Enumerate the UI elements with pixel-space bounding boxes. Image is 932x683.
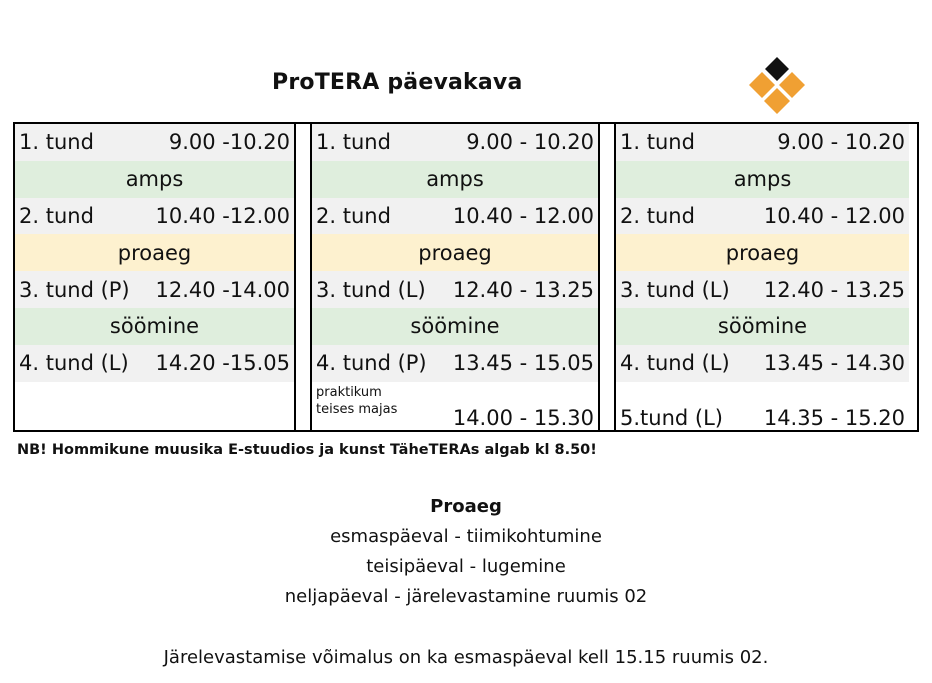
lesson-time: 14.20 -15.05	[155, 351, 290, 376]
lesson-row	[616, 382, 909, 434]
lesson-row	[15, 271, 294, 308]
lesson-label: 4. tund (L)	[620, 351, 730, 376]
proaeg-line: esmaspäeval - tiimikohtumine	[330, 526, 602, 547]
practicum-note-line-2: teises majas	[316, 401, 398, 417]
lesson-label: 1. tund	[19, 130, 94, 155]
schedule-column-3	[614, 124, 909, 430]
lesson-row	[312, 271, 598, 308]
lesson-row	[15, 124, 294, 161]
break-label: amps	[426, 167, 484, 192]
proaeg-line: neljapäeval - järelevastamine ruumis 02	[284, 586, 648, 607]
schedule-column-1	[15, 124, 296, 430]
lesson-row	[616, 124, 909, 161]
lesson-time: 13.45 - 14.30	[763, 351, 905, 376]
lesson-row	[616, 271, 909, 308]
lesson-label: 4. tund (P)	[316, 351, 427, 376]
break-row-proaeg	[312, 234, 598, 271]
lesson-row	[312, 198, 598, 235]
lesson-label: 2. tund	[19, 203, 94, 228]
break-row-proaeg	[616, 234, 909, 271]
lesson-label: 1. tund	[316, 130, 391, 155]
break-row-proaeg	[15, 234, 294, 271]
lesson-time: 12.40 - 13.25	[452, 277, 594, 302]
logo-icon	[744, 57, 810, 115]
lesson-row	[312, 124, 598, 161]
lesson-time: 9.00 -10.20	[168, 130, 290, 155]
break-label: proaeg	[418, 240, 492, 265]
lesson-row	[15, 345, 294, 382]
lesson-label: 3. tund (L)	[316, 277, 426, 302]
break-row-soomine	[15, 308, 294, 345]
lesson-time: 10.40 - 12.00	[452, 203, 594, 228]
break-label: söömine	[717, 314, 808, 339]
lesson-label: 4. tund (L)	[19, 351, 129, 376]
lesson-label: 3. tund (P)	[19, 277, 130, 302]
lesson-time: 10.40 - 12.00	[763, 203, 905, 228]
break-label: söömine	[109, 314, 200, 339]
lesson-time: 14.00 - 15.30	[452, 405, 594, 430]
lesson-row	[15, 198, 294, 235]
lesson-time: 14.35 - 15.20	[763, 405, 905, 430]
lesson-time: 10.40 -12.00	[155, 203, 290, 228]
break-row-soomine	[312, 308, 598, 345]
break-row-amps	[312, 161, 598, 198]
break-row-amps	[15, 161, 294, 198]
proaeg-line: teisipäeval - lugemine	[366, 556, 566, 577]
lesson-row	[312, 345, 598, 382]
lesson-label: 3. tund (L)	[620, 277, 730, 302]
lesson-time: 9.00 - 10.20	[466, 130, 594, 155]
lesson-time: 13.45 - 15.05	[452, 351, 594, 376]
schedule-column-2	[310, 124, 600, 430]
page-title: ProTERA päevakava	[272, 70, 523, 95]
break-row-amps	[616, 161, 909, 198]
lesson-time: 12.40 -14.00	[155, 277, 290, 302]
break-label: proaeg	[725, 240, 800, 265]
lesson-time: 12.40 - 13.25	[763, 277, 905, 302]
lesson-label: 2. tund	[620, 203, 695, 228]
lesson-label: 1. tund	[620, 130, 695, 155]
nb-note: NB! Hommikune muusika E-stuudios ja kunst TäheTERAs algab kl 8.50!	[17, 442, 597, 458]
break-row-soomine	[616, 308, 909, 345]
break-label: amps	[733, 167, 792, 192]
schedule-table	[13, 122, 919, 432]
footer-note: Järelevastamise võimalus on ka esmaspäeval kell 15.15 ruumis 02.	[163, 647, 769, 668]
lesson-row	[616, 198, 909, 235]
proaeg-heading: Proaeg	[430, 496, 502, 517]
break-label: proaeg	[117, 240, 192, 265]
practicum-note	[316, 384, 397, 418]
practicum-note-line-1: praktikum	[316, 384, 382, 400]
lesson-label: 2. tund	[316, 203, 391, 228]
lesson-row-empty	[15, 382, 294, 434]
lesson-row	[616, 345, 909, 382]
lesson-time: 9.00 - 10.20	[777, 130, 905, 155]
lesson-row-practicum	[312, 382, 598, 434]
lesson-label: 5.tund (L)	[620, 405, 723, 430]
break-label: amps	[125, 167, 184, 192]
break-label: söömine	[410, 314, 500, 339]
